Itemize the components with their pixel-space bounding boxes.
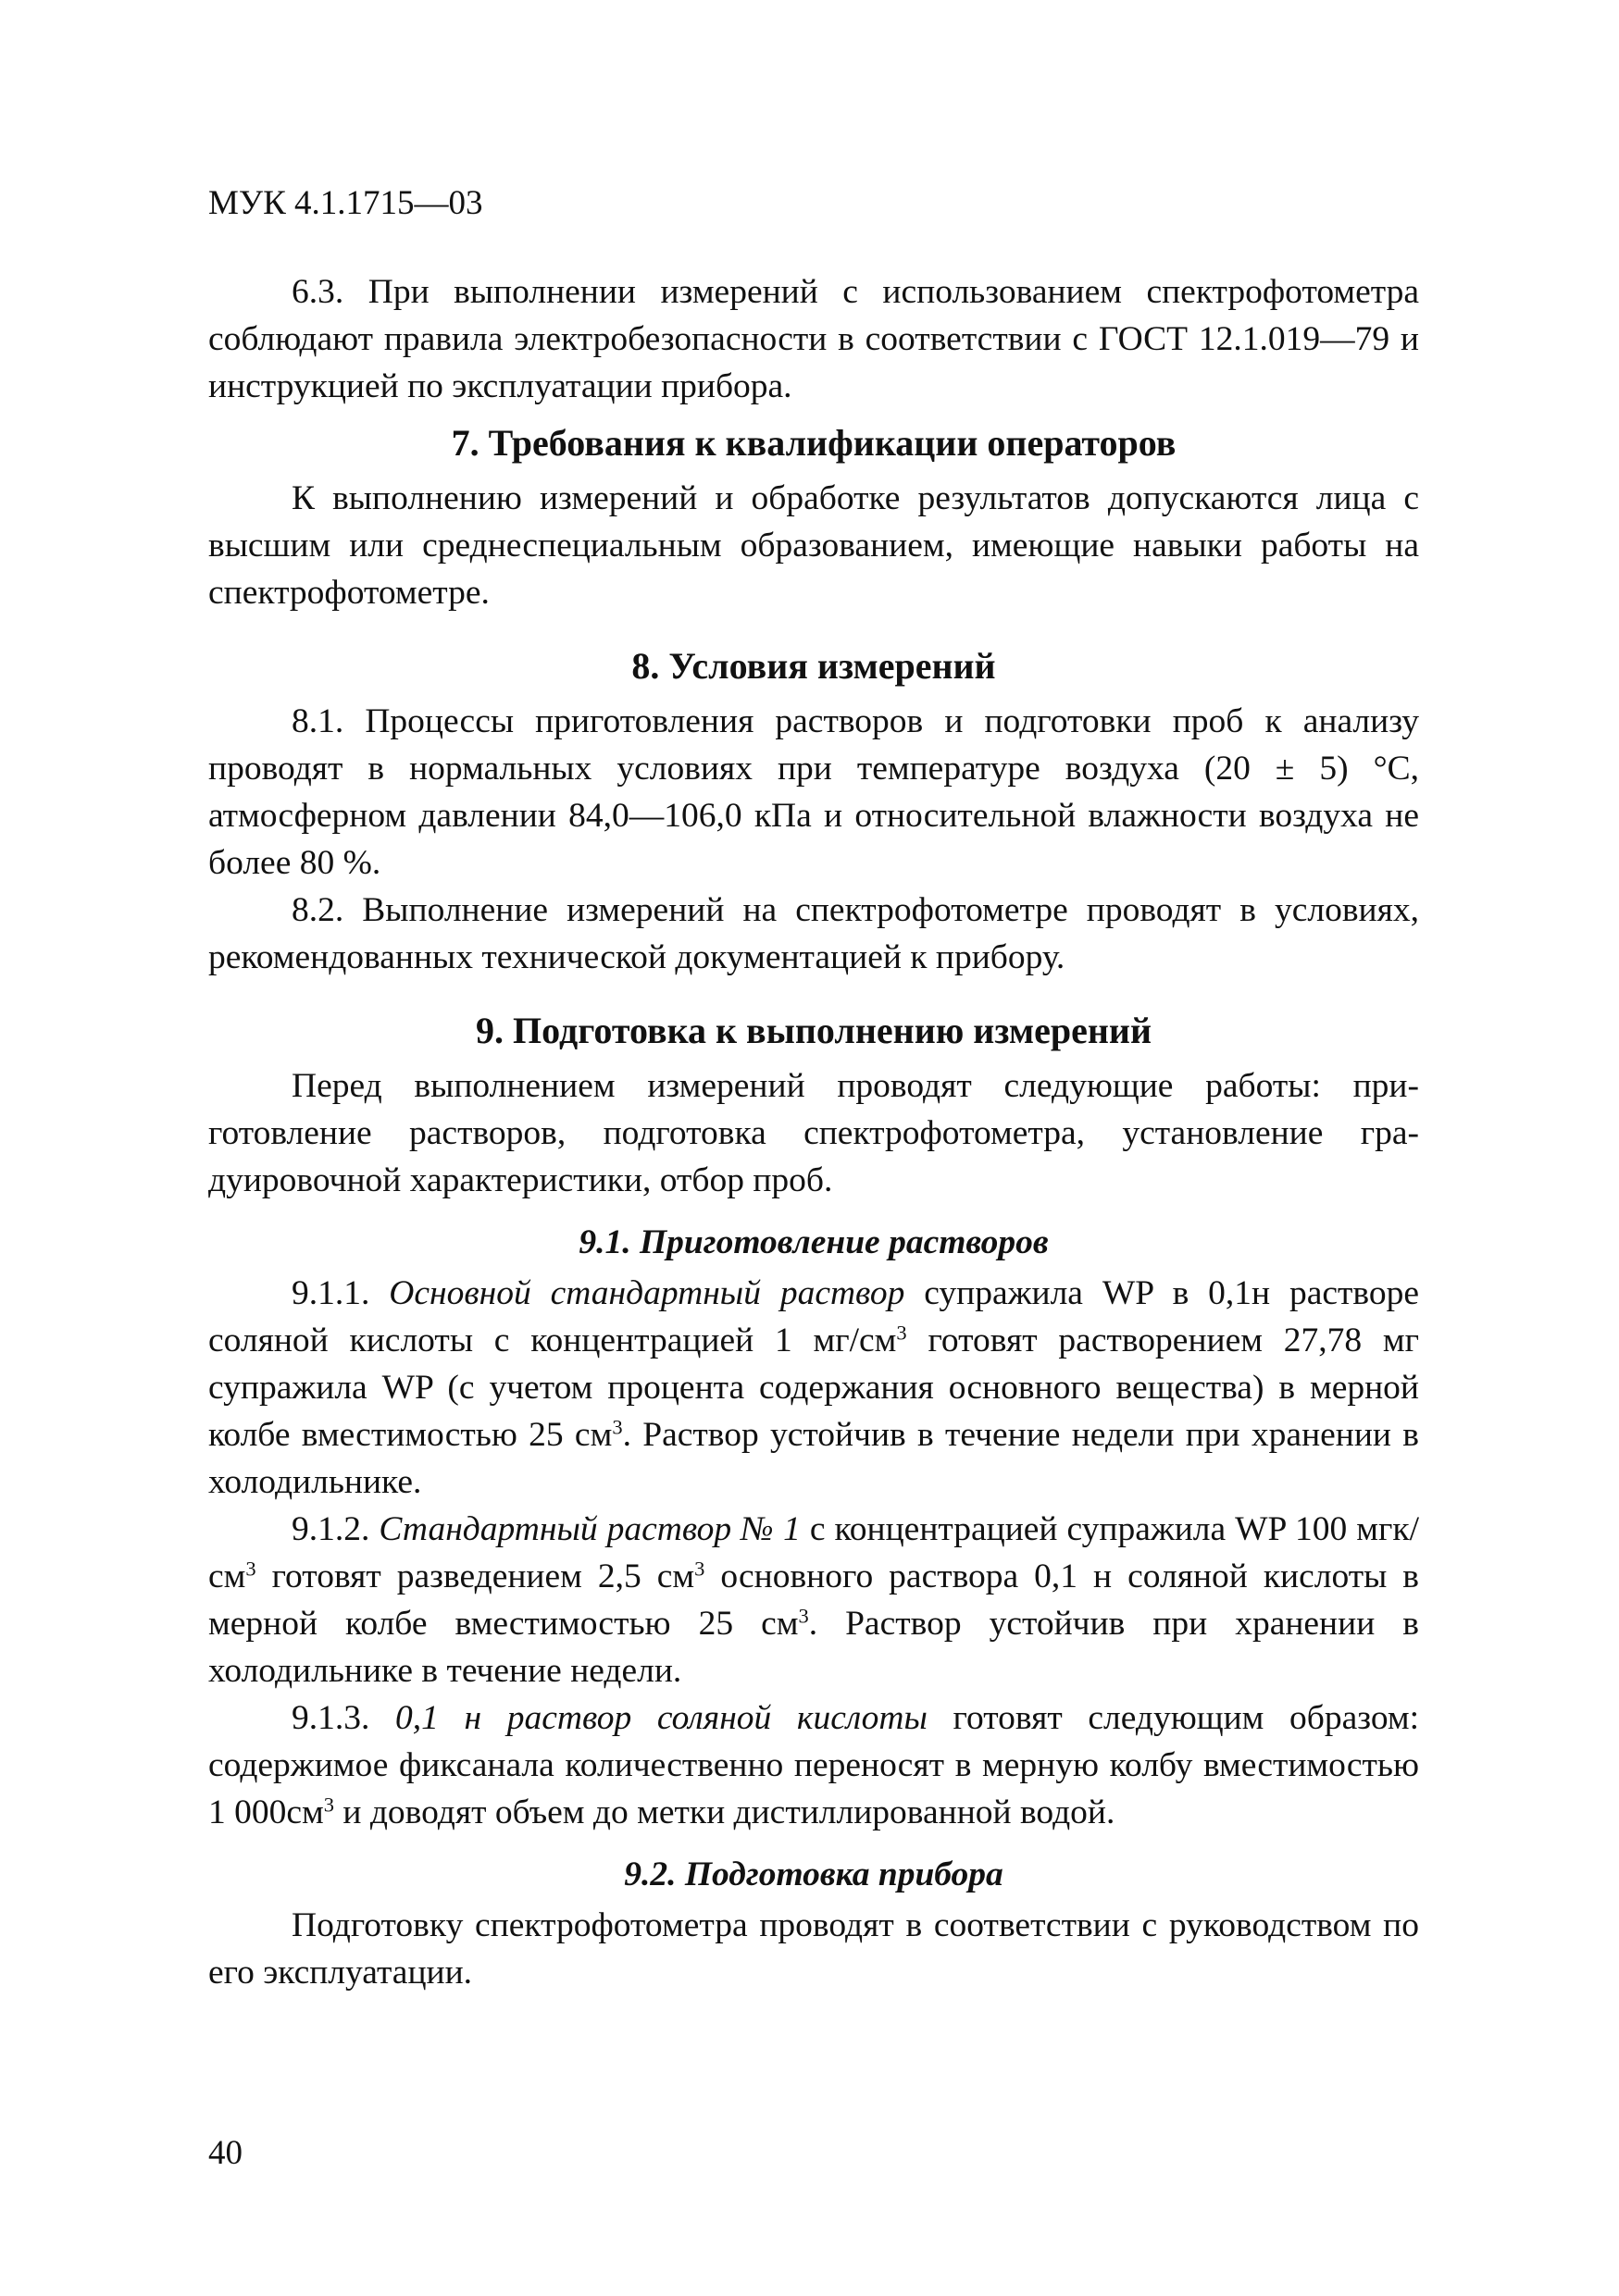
paragraph-9-1-3 xyxy=(208,1694,1419,1836)
superscript: 3 xyxy=(245,1557,256,1581)
text-run: и доводят объем до метки дистиллированной водой. xyxy=(334,1793,1115,1831)
superscript: 3 xyxy=(612,1415,623,1439)
text-run: с концентрацией супражила WP 100 мгк/см xyxy=(208,1510,1420,1595)
section-7-heading: 7. Требования к квалификации операторов xyxy=(451,422,1177,464)
paragraph-9-2: Подготовку спектрофотометра проводят в соответствии с руководством по его эксплуатации. xyxy=(208,1906,1419,1992)
text-run: . Раствор устойчив в течение недели при хранении в холодильнике. xyxy=(208,1416,1419,1501)
text-run: готовят растворением 27,78 мг супражила WP (с учетом процента содержания основного вещества) в мерной колбе вместимостью 25 см xyxy=(208,1322,1419,1454)
paragraph-9-intro: Перед выполнением измерений проводят следующие работы: приготовление растворов, подготовка спектрофотометра, установление градуировочной характеристики, отбор проб. xyxy=(208,1067,1419,1199)
text-run: супражила WP в 0,1н растворе соляной кислоты с концентрацией 1 мг/см xyxy=(208,1274,1420,1359)
subsection-9-1-heading: 9.1. Приготовление растворов xyxy=(579,1223,1049,1261)
superscript: 3 xyxy=(694,1557,705,1581)
superscript: 3 xyxy=(323,1793,334,1817)
paragraph-6-3: 6.3. При выполнении измерений с использованием спектрофотометра соблюдают правила электробезопасности в соответствии с ГОСТ 12.1.019—79 и инструкцией по эксплуатации прибора. xyxy=(208,273,1419,405)
paragraph-9-1-1 xyxy=(208,1270,1419,1506)
item-term: 0,1 н раствор соляной кислоты xyxy=(395,1699,928,1737)
paragraph-8-1: 8.1. Процессы приготовления растворов и подготовки проб к анализу проводят в нормальных условиях при температуре воздуха (20 ± 5) °С, атмосферном давлении 84,0—106,0 кПа и относительной влажности воздуха не более 80 %. xyxy=(208,702,1419,882)
paragraph-7: К выполнению измерений и обработке результатов допускаются лица с высшим или среднеспециальным образованием, имеющие навыки работы на спектрофотометре. xyxy=(208,479,1419,612)
item-term: Основной стандартный раствор xyxy=(389,1274,905,1312)
item-number: 9.1.2. xyxy=(292,1510,370,1548)
text-run: . Раствор устойчив при хранении в холодильнике в течение недели. xyxy=(208,1605,1419,1690)
item-term: Стандартный раствор № 1 xyxy=(379,1510,801,1548)
page-body xyxy=(208,268,1419,1996)
running-header: МУК 4.1.1715—03 xyxy=(208,184,483,222)
superscript: 3 xyxy=(896,1321,907,1345)
paragraph-8-2: 8.2. Выполнение измерений на спектрофотометре проводят в условиях, рекомендованных технической документацией к прибору. xyxy=(208,891,1419,976)
paragraph-9-1-2 xyxy=(208,1506,1419,1694)
subsection-9-2-heading: 9.2. Подготовка прибора xyxy=(624,1855,1003,1893)
text-run: основного раствора 0,1 н соляной кислоты в мерной колбе вместимостью 25 см xyxy=(208,1558,1419,1643)
item-number: 9.1.3. xyxy=(292,1699,370,1737)
text-run: готовят следующим образом: содержимое фиксанала количественно переносят в мерную колбу вместимостью 1 000см xyxy=(208,1699,1420,1831)
section-8-heading: 8. Условия измерений xyxy=(631,645,996,687)
text-run: готовят разведением 2,5 см xyxy=(255,1558,695,1595)
page-number: 40 xyxy=(208,2134,243,2172)
superscript: 3 xyxy=(798,1604,809,1628)
section-9-heading: 9. Подготовка к выполнению измерений xyxy=(476,1010,1152,1051)
item-number: 9.1.1. xyxy=(292,1274,370,1312)
